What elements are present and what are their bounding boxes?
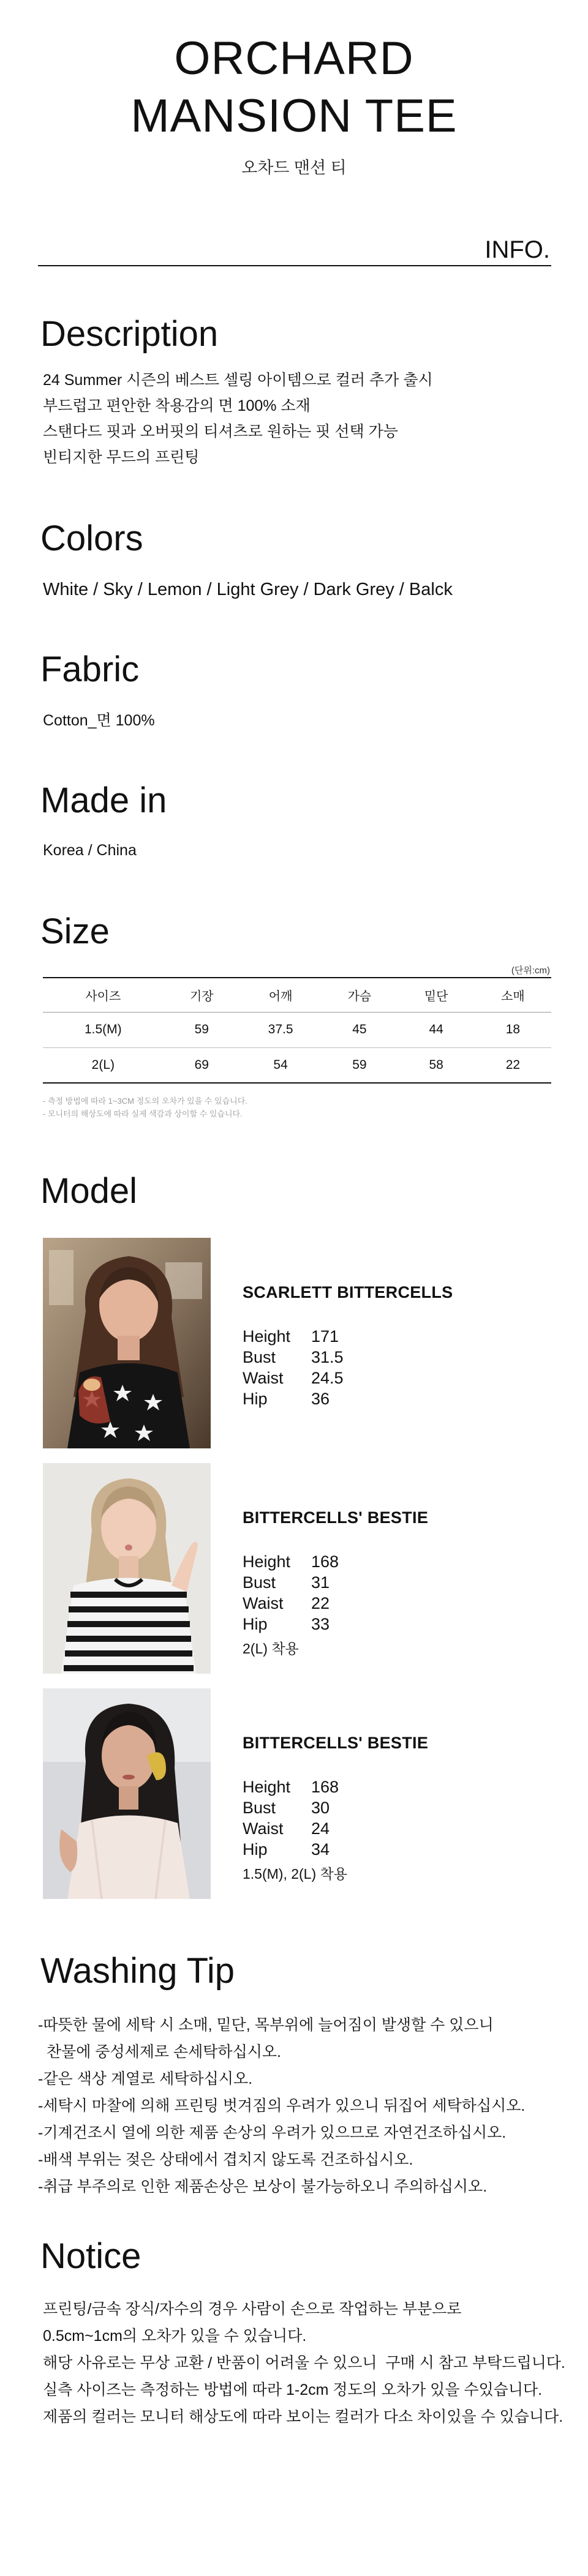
height-label: Height [243, 1778, 291, 1796]
notice-text [43, 2296, 565, 2430]
size-cell: 2(L) [43, 1047, 164, 1083]
size-cell: 37.5 [240, 1012, 321, 1047]
model-name-2: BITTERCELLS' BESTIE [243, 1508, 429, 1527]
washing-line: 찬물에 중성세제로 손세탁하십시오. [38, 2043, 281, 2061]
product-title-line1: ORCHARD [174, 32, 414, 84]
height-value: 168 [311, 1552, 339, 1571]
product-subtitle: 오차드 맨션 티 [241, 159, 347, 177]
size-cell: 45 [321, 1012, 398, 1047]
bust-label: Bust [243, 1348, 276, 1366]
notice-heading: Notice [40, 2236, 141, 2276]
size-note: - 측정 방법에 따라 1~3CM 정도의 오차가 있을 수 있습니다. [43, 1096, 247, 1106]
description-text [43, 367, 433, 470]
washing-line: -따뜻한 물에 세탁 시 소매, 밑단, 목부위에 늘어짐이 발생할 수 있으니 [38, 2016, 494, 2034]
size-table-header [43, 978, 551, 1012]
size-cell: 44 [398, 1012, 475, 1047]
colors-text: White / Sky / Lemon / Light Grey / Dark Grey / Balck [43, 580, 453, 599]
size-cell: 1.5(M) [43, 1012, 164, 1047]
size-notes [43, 1095, 247, 1120]
fabric-heading: Fabric [40, 650, 140, 689]
washing-line: -배색 부위는 젖은 상태에서 겹치지 않도록 건조하십시오. [38, 2151, 413, 2168]
washing-line: -세탁시 마찰에 의해 프린팅 벗겨짐의 우려가 있으니 뒤집어 세탁하십시오. [38, 2097, 526, 2114]
model-photo-1-image [43, 1238, 211, 1448]
waist-value: 22 [311, 1594, 330, 1612]
hip-label: Hip [243, 1615, 268, 1633]
washing-line: -같은 색상 계열로 세탁하십시오. [38, 2070, 253, 2087]
model-photo-2-image [43, 1463, 211, 1674]
description-heading: Description [40, 314, 219, 354]
hip-value: 34 [311, 1840, 330, 1859]
bust-label: Bust [243, 1573, 276, 1592]
description-line: 스탠다드 핏과 오버핏의 티셔츠로 원하는 핏 선택 가능 [43, 423, 398, 440]
product-title-line2: MANSION TEE [130, 90, 458, 142]
washing-line: -기계건조시 열에 의한 제품 손상의 우려가 있으므로 자연건조하십시오. [38, 2124, 507, 2141]
model-photo-2 [43, 1463, 211, 1674]
model-stats-2 [243, 1551, 339, 1659]
model-photo-3-image [43, 1688, 211, 1899]
washing-heading: Washing Tip [40, 1951, 235, 1991]
size-table-row [43, 1047, 551, 1083]
waist-label: Waist [243, 1594, 284, 1612]
washing-line: -취급 부주의로 인한 제품손상은 보상이 불가능하오니 주의하십시오. [38, 2178, 488, 2195]
size-col-header: 어깨 [240, 978, 321, 1012]
model-photo-3 [43, 1688, 211, 1899]
size-cell: 58 [398, 1047, 475, 1083]
size-note: - 모니터의 해상도에 따라 실제 색감과 상이할 수 있습니다. [43, 1109, 243, 1118]
model-photo-1 [43, 1238, 211, 1448]
header-divider [38, 265, 551, 266]
size-col-header: 가슴 [321, 978, 398, 1012]
waist-label: Waist [243, 1369, 284, 1387]
size-cell: 22 [475, 1047, 551, 1083]
description-line: 빈티지한 무드의 프린팅 [43, 449, 200, 466]
model-wear-size: 2(L) 착용 [243, 1641, 299, 1657]
fabric-text: Cotton_면 100% [43, 712, 155, 729]
hip-label: Hip [243, 1390, 268, 1408]
size-cell: 69 [164, 1047, 240, 1083]
size-cell: 18 [475, 1012, 551, 1047]
bust-label: Bust [243, 1799, 276, 1817]
waist-value: 24.5 [311, 1369, 344, 1387]
hip-label: Hip [243, 1840, 268, 1859]
colors-heading: Colors [40, 519, 143, 558]
notice-line: 0.5cm~1cm의 오차가 있을 수 있습니다. [43, 2327, 307, 2345]
height-value: 171 [311, 1327, 339, 1346]
height-label: Height [243, 1552, 291, 1571]
size-col-header: 소매 [475, 978, 551, 1012]
size-col-header: 사이즈 [43, 978, 164, 1012]
made-in-heading: Made in [40, 781, 167, 820]
size-col-header: 기장 [164, 978, 240, 1012]
size-cell: 59 [321, 1047, 398, 1083]
bust-value: 30 [311, 1799, 330, 1817]
size-cell: 54 [240, 1047, 321, 1083]
height-label: Height [243, 1327, 291, 1346]
description-line: 부드럽고 편안한 착용감의 면 100% 소재 [43, 397, 311, 414]
size-heading: Size [40, 912, 110, 951]
hip-value: 36 [311, 1390, 330, 1408]
bust-value: 31.5 [311, 1348, 344, 1366]
model-name-1: SCARLETT BITTERCELLS [243, 1283, 453, 1301]
waist-label: Waist [243, 1819, 284, 1838]
notice-line: 해당 사유로는 무상 교환 / 반품이 어려울 수 있으니 구매 시 참고 부탁드립니다. [43, 2354, 565, 2372]
notice-line: 프린팅/금속 장식/자수의 경우 사람이 손으로 작업하는 부분으로 [43, 2301, 462, 2318]
size-table [43, 977, 551, 1084]
model-stats-3 [243, 1777, 347, 1884]
size-cell: 59 [164, 1012, 240, 1047]
washing-text [38, 2012, 525, 2200]
size-col-header: 밑단 [398, 978, 475, 1012]
model-stats-1 [243, 1326, 344, 1409]
size-table-row [43, 1012, 551, 1047]
model-heading: Model [40, 1171, 137, 1211]
hip-value: 33 [311, 1615, 330, 1633]
model-wear-size: 1.5(M), 2(L) 착용 [243, 1866, 347, 1882]
notice-line: 실측 사이즈는 측정하는 방법에 따라 1-2cm 정도의 오차가 있을 수있습니다. [43, 2381, 543, 2398]
info-label: INFO. [484, 236, 550, 263]
model-name-3: BITTERCELLS' BESTIE [243, 1734, 429, 1752]
bust-value: 31 [311, 1573, 330, 1592]
made-in-text: Korea / China [43, 842, 137, 859]
description-line: 24 Summer 시즌의 베스트 셀링 아이템으로 컬러 추가 출시 [43, 372, 433, 389]
height-value: 168 [311, 1778, 339, 1796]
waist-value: 24 [311, 1819, 330, 1838]
notice-line: 제품의 컬러는 모니터 해상도에 따라 보이는 컬러가 다소 차이있을 수 있습니다. [43, 2408, 564, 2425]
size-unit: (단위:cm) [511, 965, 550, 976]
